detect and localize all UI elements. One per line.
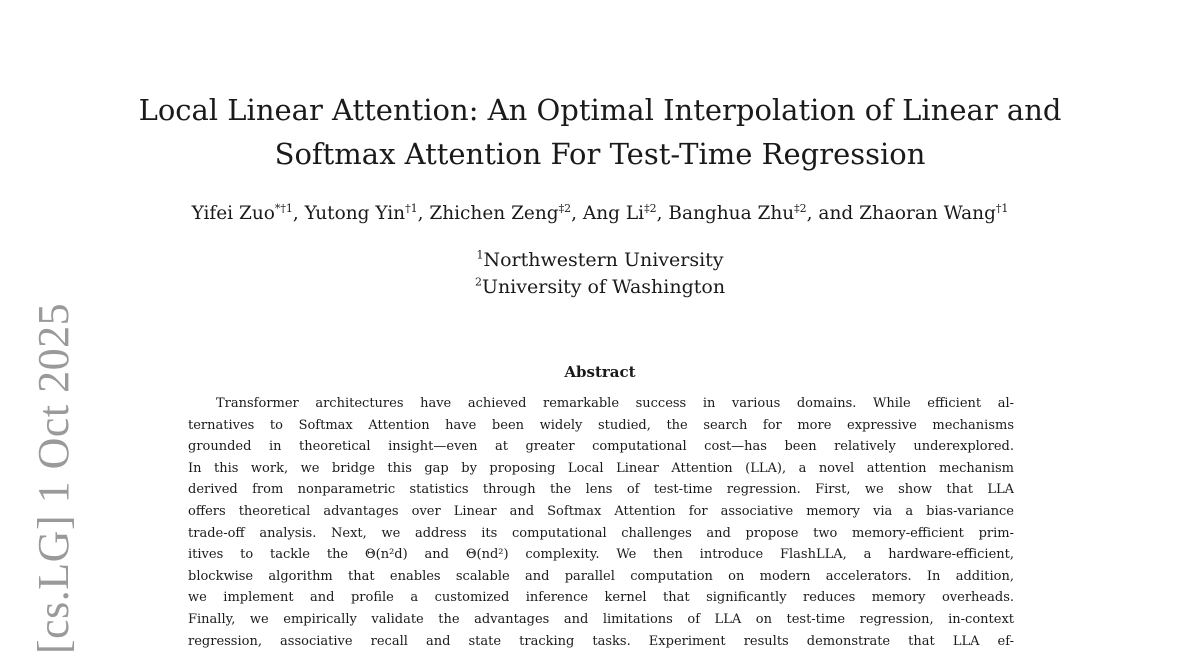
author-marks: ‡2: [644, 201, 657, 215]
author-separator: ,: [292, 203, 305, 224]
abstract-line: itives to tackle the Θ(n²d) and Θ(nd²) complexity. We then introduce FlashLLA, a hardware-efficient,: [188, 547, 1014, 563]
author: [429, 203, 583, 224]
paper-title: [100, 88, 1100, 176]
author-list: [60, 199, 1140, 229]
affiliation-name: University of Washington: [481, 276, 726, 298]
author-marks: ‡2: [794, 201, 807, 215]
affiliation-mark: 1: [476, 248, 484, 262]
abstract-line: ternatives to Softmax Attention have been widely studied, the search for more expressive mechanisms: [188, 417, 1014, 433]
affiliation-mark: 2: [474, 275, 482, 289]
arxiv-sidebar-stamp: [cs.LG] 1 Oct 2025: [29, 302, 78, 654]
author-name: Banghua Zhu: [668, 203, 795, 224]
abstract-line: blockwise algorithm that enables scalable and parallel computation on modern accelerators. In addition,: [188, 568, 1014, 584]
author: [305, 203, 430, 224]
abstract-line: grounded in theoretical insight—even at greater computational cost—has been relatively underexplored.: [188, 439, 1014, 455]
affiliation: [300, 274, 900, 301]
author: [583, 203, 668, 224]
abstract-body: [188, 393, 1014, 652]
author-marks: †1: [405, 201, 418, 215]
author-name: Yifei Zuo: [191, 203, 275, 224]
author-name: Ang Li: [582, 203, 645, 224]
abstract-line: derived from nonparametric statistics through the lens of test-time regression. First, we show that LLA: [188, 482, 1014, 498]
author-marks: *†1: [274, 201, 293, 215]
title-line: Softmax Attention For Test-Time Regression: [274, 137, 926, 171]
abstract-line: regression, associative recall and state tracking tasks. Experiment results demonstrate that LLA ef-: [188, 633, 1014, 649]
abstract-line: offers theoretical advantages over Linear and Softmax Attention for associative memory via a bias-variance: [188, 503, 1014, 519]
affiliation: [300, 247, 900, 274]
abstract-line: Finally, we empirically validate the advantages and limitations of LLA on test-time regression, in-context: [188, 611, 1014, 627]
affiliation-name: Northwestern University: [483, 249, 724, 271]
author-separator: ,: [571, 203, 583, 224]
author: [192, 203, 305, 224]
author-name: Yutong Yin: [304, 203, 406, 224]
abstract-line: In this work, we bridge this gap by proposing Local Linear Attention (LLA), a novel attention mechanism: [188, 460, 1014, 476]
author-separator: ,: [656, 203, 669, 224]
author-name: Zhaoran Wang: [859, 203, 996, 224]
author: [668, 203, 859, 224]
author-marks: †1: [995, 201, 1009, 215]
author-marks: ‡2: [558, 201, 572, 215]
abstract-line: trade-off analysis. Next, we address its computational challenges and propose two memory-efficient prim-: [188, 525, 1014, 541]
abstract-line: Transformer architectures have achieved remarkable success in various domains. While efficient al-: [216, 396, 1014, 411]
title-line: Local Linear Attention: An Optimal Interpolation of Linear and: [138, 93, 1062, 127]
author-name: Zhichen Zeng: [429, 203, 559, 224]
abstract-line: we implement and profile a customized inference kernel that significantly reduces memory overheads.: [188, 590, 1014, 606]
author: [859, 203, 1008, 224]
affiliation-list: [300, 247, 900, 301]
author-separator: , and: [806, 203, 860, 224]
author-separator: ,: [417, 203, 430, 224]
abstract-heading: Abstract: [564, 363, 636, 381]
